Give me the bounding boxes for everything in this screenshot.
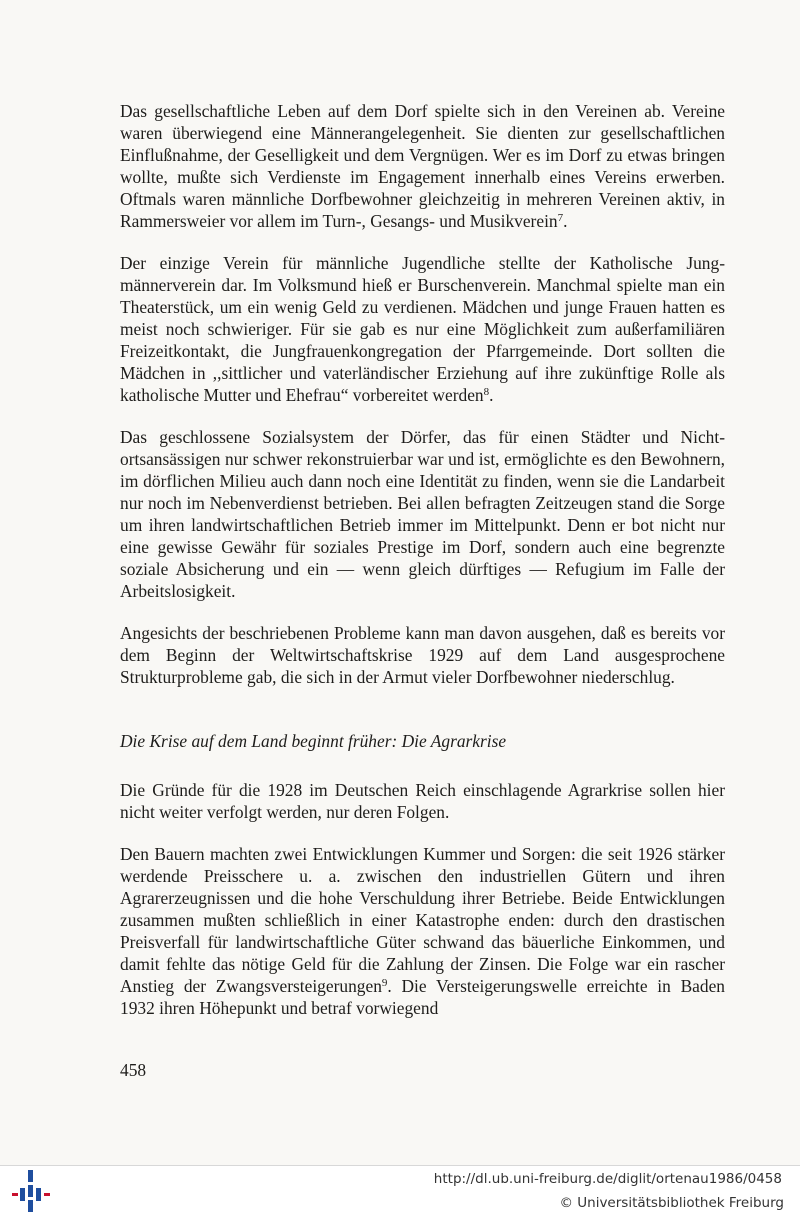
footnote-ref-7[interactable]: 7: [557, 212, 564, 224]
footnote-ref-9[interactable]: 9: [381, 977, 388, 989]
paragraph-3: Das geschlossene Sozialsystem der Dörfer, das für einen Städter und Nichtortsansässigen nur schwer rekonstruierbar war und ist, ermöglichte es den Bewohnern, im dörflichen Milieu auch dann noch eine Identität zu finden, wenn sie die Landarbeit nur noch im Nebenverdienst betrieben. Bei allen befragten Zeitzeugen stand die Sorge um ihren landwirtschaftlichen Betrieb immer im Mittelpunkt. Denn er bot nicht nur eine gewisse Gewähr für soziales Prestige im Dorf, sondern auch eine begrenzte soziale Absicherung und ein — wenn gleich dürftiges — Refugium im Falle der Arbeitslosigkeit.: [120, 427, 725, 601]
source-url-link[interactable]: http://dl.ub.uni-freiburg.de/diglit/ortenau1986/0458: [433, 1171, 782, 1187]
paragraph-2: Der einzige Verein für männliche Jugendliche stellte der Katholische Jungmännerverein dar. Im Volksmund hieß er Burschenverein. Manchmal spielte man ein Theaterstück, um ein wenig Geld zu verdienen. Mädchen und junge Frauen hatten es meist noch schwieriger. Für sie gab es nur eine Möglichkeit zum außerfamiliären Freizeitkontakt, die Jungfrauenkongregation der Pfarrgemeinde. Dort sollten die Mädchen in ,,sittlicher und vaterländischer Erziehung auf ihre zukünftige Rolle als katholische Mutter und Ehefrau“ vorbereitet werden$^8$.: [120, 253, 725, 405]
paragraph-5: Die Gründe für die 1928 im Deutschen Reich einschlagende Agrarkrise sollen hier nicht weiter verfolgt werden, nur deren Folgen.: [120, 780, 725, 822]
paragraph-6: Den Bauern machten zwei Entwicklungen Kummer und Sorgen: die seit 1926 stärker werdende Preisschere u. a. zwischen den industriellen Gütern und ihren Agrarerzeugnissen und die hohe Verschuldung ihrer Betriebe. Beide Entwicklungen zusammen mußten schließlich in einer Katastrophe enden: durch den drastischen Preisverfall für landwirtschaftliche Güter schwand das bäuerliche Einkommen, und damit fehlte das nötige Geld für die Zahlung der Zinsen. Die Folge war ein rascher Anstieg der Zwangsversteigerungen$^9$. Die Versteigerungswelle erreichte in Baden 1932 ihren Höhepunkt und betraf vorwiegend: [120, 844, 725, 1018]
paragraph-1: Das gesellschaftliche Leben auf dem Dorf spielte sich in den Vereinen ab. Vereine waren überwiegend eine Männerangelegenheit. Sie dienten zur gesellschaftlichen Einflußnahme, der Geselligkeit und dem Vergnügen. Wer es im Dorf zu etwas bringen wollte, mußte sich Verdienste im Engagement innerhalb eines Vereins erwerben. Oftmals waren männliche Dorfbewohner gleichzeitig in mehreren Vereinen aktiv, in Rammersweier vor allem im Turn-, Gesangs- und Musikverein$^7$.: [120, 101, 725, 231]
ub-freiburg-logo-icon: [10, 1168, 52, 1214]
footer-bar: [0, 1165, 800, 1221]
page-number: 458: [120, 1060, 147, 1080]
footnote-ref-8[interactable]: 8: [483, 386, 490, 398]
copyright-notice: © Universitätsbibliothek Freiburg: [559, 1195, 784, 1211]
paragraph-4: Angesichts der beschriebenen Probleme kann man davon ausgehen, daß es bereits vor dem Beginn der Weltwirtschaftskrise 1929 auf dem Land ausgesprochene Strukturprobleme gab, die sich in der Armut vieler Dorfbewohner niederschlug.: [120, 623, 725, 687]
section-heading: Die Krise auf dem Land beginnt früher: Die Agrarkrise: [120, 731, 507, 751]
body-text: [120, 100, 725, 1039]
